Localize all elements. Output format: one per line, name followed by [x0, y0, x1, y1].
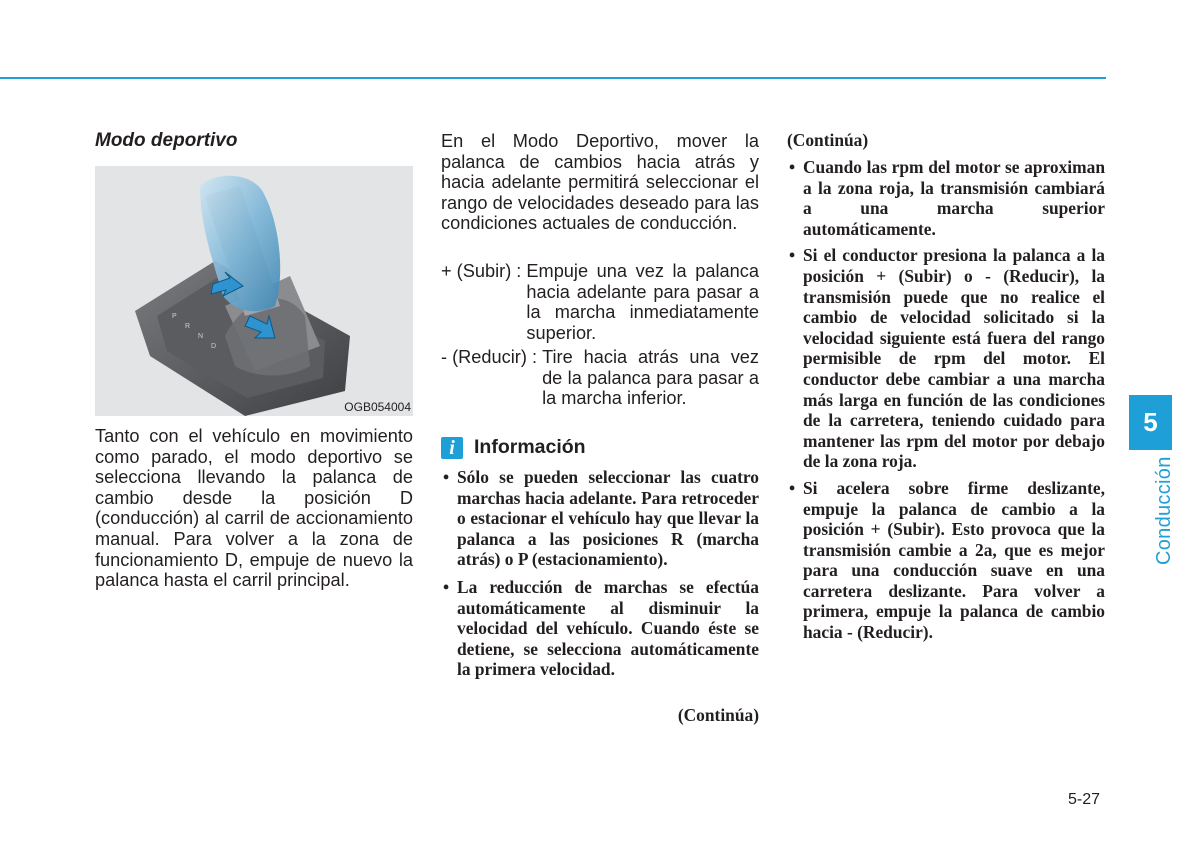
gear-shifter-figure [95, 166, 413, 416]
gate-letter-p: P [172, 313, 177, 320]
col3-item: • Si acelera sobre firme deslizante, empuje la palanca de cambio a la posición + (Subir). Esto provoca que la transmisión cambie a 2a, que es mejor para una conducción suave en una carretera deslizante. Para volver a primera, empuje la palanca de cambio hacia - (Reducir). [787, 478, 1105, 643]
chapter-tab [1129, 395, 1200, 571]
shift-down-desc: Tire hacia atrás una vez de la palanca para pasar a la marcha inferior. [542, 347, 759, 409]
gear-shifter-illustration [95, 166, 413, 416]
info-title: Información [474, 436, 586, 458]
col3-list [787, 157, 1105, 643]
gate-letter-n: N [198, 333, 204, 340]
continued-label: (Continúa) [787, 130, 869, 150]
info-icon: i [441, 437, 463, 459]
col3-item: • Cuando las rpm del motor se aproximan a la zona roja, la transmisión cambiará a una marcha superior automáticamente. [787, 157, 1105, 239]
col3-item: • Si el conductor presiona la palanca a la posición + (Subir) o - (Reducir), la transmisión puede que no realice el cambio de velocidad solicitado si la velocidad siguiente está fuera del rango permisible de rpm del motor. El conductor debe cambiar a una marcha más larga en función de las condiciones de la carretera, teniendo cuidado para mantener las rpm del motor por debajo de la zona roja. [787, 245, 1105, 472]
col1-paragraph: Tanto con el vehículo en movimiento como parado, el modo deportivo se selecciona llevando la palanca de cambio desde la posición D (conducción) al carril de accionamiento manual. Para volver a la zona de funcionamiento D, empuje de nuevo la palanca hasta el carril principal. [95, 426, 413, 591]
header-rule [0, 77, 1106, 79]
chapter-number: 5 [1129, 395, 1172, 450]
info-list [441, 467, 759, 680]
info-item: • La reducción de marchas se efectúa automáticamente al disminuir la velocidad del vehículo. Cuando éste se detiene, se selecciona automáticamente la primera velocidad. [441, 577, 759, 680]
info-header [441, 436, 586, 459]
gate-letter-d: D [211, 343, 217, 350]
page-number: 5-27 [1068, 791, 1101, 808]
shift-up-desc: Empuje una vez la palanca hacia adelante para pasar a la marcha inmediatamente superior. [526, 261, 759, 343]
chapter-label: Conducción [1153, 456, 1175, 565]
shift-down-term: - (Reducir) : [441, 347, 543, 367]
section-title: Modo deportivo [95, 130, 238, 151]
figure-code: OGB054004 [344, 400, 411, 414]
col2-paragraph: En el Modo Deportivo, mover la palanca de cambios hacia atrás y hacia adelante permitirá seleccionar el rango de velocidades deseado para las condiciones actuales de conducción. [441, 131, 759, 234]
info-item: • Sólo se pueden seleccionar las cuatro marchas hacia adelante. Para retroceder o estacionar el vehículo hay que llevar la palanca a las posiciones R (marcha atrás) o P (estacionamiento). [441, 467, 759, 570]
shift-up-term: + (Subir) : [441, 261, 527, 281]
gate-letter-r: R [185, 323, 191, 330]
shift-up-definition [441, 261, 759, 343]
continues-label: (Continúa) [677, 705, 759, 725]
shift-down-definition [441, 347, 759, 409]
